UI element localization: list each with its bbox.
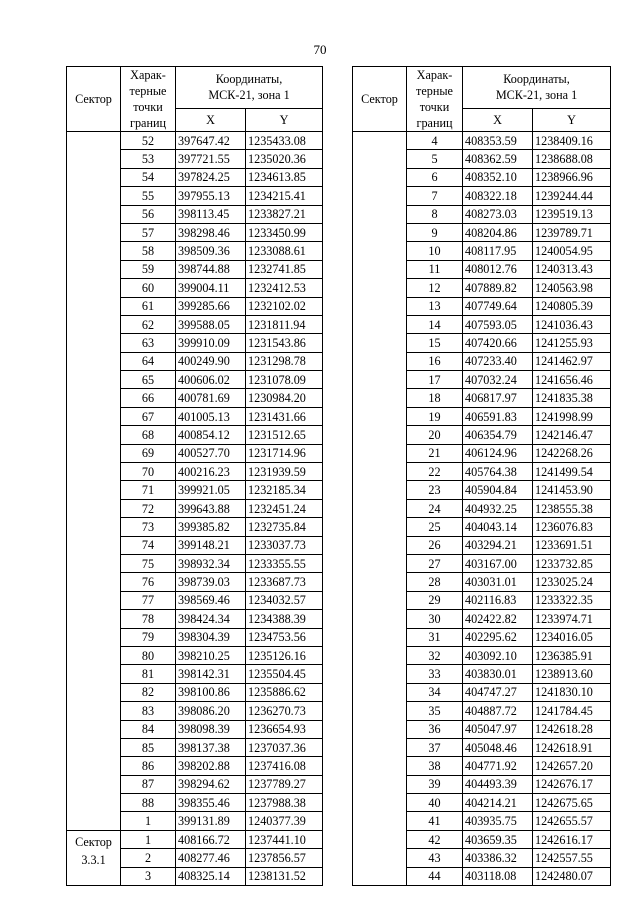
header-points-line: Харак- — [416, 68, 453, 82]
y-coordinate: 1233322.35 — [533, 591, 611, 609]
point-number: 25 — [407, 518, 463, 536]
y-coordinate: 1241453.90 — [533, 481, 611, 499]
x-coordinate: 399131.89 — [176, 812, 246, 830]
y-coordinate: 1242146.47 — [533, 426, 611, 444]
y-coordinate: 1232735.84 — [246, 518, 323, 536]
point-number: 57 — [121, 223, 176, 241]
y-coordinate: 1241998.99 — [533, 407, 611, 425]
x-coordinate: 407749.64 — [463, 297, 533, 315]
y-coordinate: 1233025.24 — [533, 573, 611, 591]
point-number: 87 — [121, 775, 176, 793]
point-number: 60 — [121, 279, 176, 297]
point-number: 85 — [121, 738, 176, 756]
point-number: 52 — [121, 132, 176, 150]
x-coordinate: 403659.35 — [463, 830, 533, 848]
x-coordinate: 400527.70 — [176, 444, 246, 462]
point-number: 82 — [121, 683, 176, 701]
y-coordinate: 1235886.62 — [246, 683, 323, 701]
y-coordinate: 1236654.93 — [246, 720, 323, 738]
y-coordinate: 1234215.41 — [246, 187, 323, 205]
sector-cell-3-3-1 — [67, 830, 121, 885]
point-number: 26 — [407, 536, 463, 554]
y-coordinate: 1242268.26 — [533, 444, 611, 462]
point-number: 58 — [121, 242, 176, 260]
point-number: 28 — [407, 573, 463, 591]
point-number: 12 — [407, 279, 463, 297]
coordinates-table-left — [66, 66, 323, 886]
point-number: 16 — [407, 352, 463, 370]
header-y: Y — [533, 108, 611, 131]
x-coordinate: 408204.86 — [463, 223, 533, 241]
y-coordinate: 1231939.59 — [246, 463, 323, 481]
x-coordinate: 404493.39 — [463, 775, 533, 793]
y-coordinate: 1240377.39 — [246, 812, 323, 830]
point-number: 3 — [121, 867, 176, 885]
point-number: 53 — [121, 150, 176, 168]
y-coordinate: 1234613.85 — [246, 168, 323, 186]
y-coordinate: 1231543.86 — [246, 334, 323, 352]
y-coordinate: 1239244.44 — [533, 187, 611, 205]
point-number: 2 — [121, 849, 176, 867]
point-number: 39 — [407, 775, 463, 793]
point-number: 40 — [407, 794, 463, 812]
header-sector: Сектор — [353, 67, 407, 132]
point-number: 34 — [407, 683, 463, 701]
x-coordinate: 398932.34 — [176, 554, 246, 572]
x-coordinate: 403167.00 — [463, 554, 533, 572]
y-coordinate: 1237037.36 — [246, 738, 323, 756]
y-coordinate: 1235504.45 — [246, 665, 323, 683]
point-number: 80 — [121, 646, 176, 664]
x-coordinate: 408325.14 — [176, 867, 246, 885]
point-number: 31 — [407, 628, 463, 646]
y-coordinate: 1233974.71 — [533, 610, 611, 628]
y-coordinate: 1231811.94 — [246, 315, 323, 333]
y-coordinate: 1242616.17 — [533, 830, 611, 848]
header-points-line: границ — [416, 116, 453, 130]
header-coordinates — [463, 67, 611, 109]
x-coordinate: 399910.09 — [176, 334, 246, 352]
x-coordinate: 402422.82 — [463, 610, 533, 628]
x-coordinate: 400781.69 — [176, 389, 246, 407]
x-coordinate: 408273.03 — [463, 205, 533, 223]
x-coordinate: 398202.88 — [176, 757, 246, 775]
x-coordinate: 404043.14 — [463, 518, 533, 536]
point-number: 63 — [121, 334, 176, 352]
header-points-line: терные — [416, 84, 453, 98]
point-number: 35 — [407, 702, 463, 720]
y-coordinate: 1238913.60 — [533, 665, 611, 683]
x-coordinate: 407889.82 — [463, 279, 533, 297]
y-coordinate: 1231714.96 — [246, 444, 323, 462]
y-coordinate: 1239519.13 — [533, 205, 611, 223]
y-coordinate: 1242675.65 — [533, 794, 611, 812]
x-coordinate: 403031.01 — [463, 573, 533, 591]
point-number: 5 — [407, 150, 463, 168]
point-number: 30 — [407, 610, 463, 628]
point-number: 54 — [121, 168, 176, 186]
point-number: 81 — [121, 665, 176, 683]
x-coordinate: 398304.39 — [176, 628, 246, 646]
x-coordinate: 399643.88 — [176, 499, 246, 517]
header-x: X — [176, 108, 246, 131]
x-coordinate: 406124.96 — [463, 444, 533, 462]
x-coordinate: 398424.34 — [176, 610, 246, 628]
x-coordinate: 398100.86 — [176, 683, 246, 701]
x-coordinate: 399148.21 — [176, 536, 246, 554]
y-coordinate: 1233827.21 — [246, 205, 323, 223]
point-number: 19 — [407, 407, 463, 425]
y-coordinate: 1232412.53 — [246, 279, 323, 297]
header-points-line: Харак- — [130, 68, 166, 82]
point-number: 55 — [121, 187, 176, 205]
point-number: 17 — [407, 371, 463, 389]
header-coords-line: Координаты, — [503, 72, 570, 87]
point-number: 67 — [121, 407, 176, 425]
point-number: 78 — [121, 610, 176, 628]
x-coordinate: 398142.31 — [176, 665, 246, 683]
y-coordinate: 1238555.38 — [533, 499, 611, 517]
y-coordinate: 1238966.96 — [533, 168, 611, 186]
x-coordinate: 402295.62 — [463, 628, 533, 646]
y-coordinate: 1241255.93 — [533, 334, 611, 352]
point-number: 71 — [121, 481, 176, 499]
x-coordinate: 398113.45 — [176, 205, 246, 223]
x-coordinate: 400249.90 — [176, 352, 246, 370]
x-coordinate: 404747.27 — [463, 683, 533, 701]
point-number: 88 — [121, 794, 176, 812]
point-number: 44 — [407, 867, 463, 885]
point-number: 23 — [407, 481, 463, 499]
x-coordinate: 403830.01 — [463, 665, 533, 683]
y-coordinate: 1233691.51 — [533, 536, 611, 554]
point-number: 9 — [407, 223, 463, 241]
point-number: 27 — [407, 554, 463, 572]
x-coordinate: 398739.03 — [176, 573, 246, 591]
x-coordinate: 399921.05 — [176, 481, 246, 499]
y-coordinate: 1241462.97 — [533, 352, 611, 370]
point-number: 56 — [121, 205, 176, 223]
y-coordinate: 1237856.57 — [246, 849, 323, 867]
y-coordinate: 1242618.91 — [533, 738, 611, 756]
x-coordinate: 406354.79 — [463, 426, 533, 444]
x-coordinate: 404932.25 — [463, 499, 533, 517]
header-points-line: терные — [129, 84, 167, 98]
x-coordinate: 397955.13 — [176, 187, 246, 205]
x-coordinate: 405904.84 — [463, 481, 533, 499]
y-coordinate: 1237789.27 — [246, 775, 323, 793]
table-row — [67, 830, 323, 848]
x-coordinate: 399004.11 — [176, 279, 246, 297]
point-number: 68 — [121, 426, 176, 444]
header-sector: Сектор — [67, 67, 121, 132]
y-coordinate: 1238688.08 — [533, 150, 611, 168]
x-coordinate: 398355.46 — [176, 794, 246, 812]
x-coordinate: 397824.25 — [176, 168, 246, 186]
y-coordinate: 1233687.73 — [246, 573, 323, 591]
x-coordinate: 398098.39 — [176, 720, 246, 738]
point-number: 61 — [121, 297, 176, 315]
y-coordinate: 1235020.36 — [246, 150, 323, 168]
header-characteristic-points — [121, 67, 176, 132]
header-points-line: точки — [133, 100, 163, 114]
y-coordinate: 1233355.55 — [246, 554, 323, 572]
point-number: 84 — [121, 720, 176, 738]
x-coordinate: 398744.88 — [176, 260, 246, 278]
y-coordinate: 1239789.71 — [533, 223, 611, 241]
y-coordinate: 1241835.38 — [533, 389, 611, 407]
y-coordinate: 1236076.83 — [533, 518, 611, 536]
x-coordinate: 404771.92 — [463, 757, 533, 775]
x-coordinate: 399588.05 — [176, 315, 246, 333]
sector-cell-empty — [353, 132, 407, 886]
table-row — [67, 132, 323, 150]
y-coordinate: 1233450.99 — [246, 223, 323, 241]
y-coordinate: 1232102.02 — [246, 297, 323, 315]
y-coordinate: 1241499.54 — [533, 463, 611, 481]
y-coordinate: 1238409.16 — [533, 132, 611, 150]
point-number: 11 — [407, 260, 463, 278]
x-coordinate: 408012.76 — [463, 260, 533, 278]
x-coordinate: 397647.42 — [176, 132, 246, 150]
x-coordinate: 399385.82 — [176, 518, 246, 536]
y-coordinate: 1240313.43 — [533, 260, 611, 278]
point-number: 29 — [407, 591, 463, 609]
y-coordinate: 1241784.45 — [533, 702, 611, 720]
point-number: 74 — [121, 536, 176, 554]
point-number: 72 — [121, 499, 176, 517]
point-number: 18 — [407, 389, 463, 407]
y-coordinate: 1240805.39 — [533, 297, 611, 315]
x-coordinate: 403118.08 — [463, 867, 533, 885]
x-coordinate: 398569.46 — [176, 591, 246, 609]
point-number: 21 — [407, 444, 463, 462]
y-coordinate: 1237988.38 — [246, 794, 323, 812]
y-coordinate: 1231512.65 — [246, 426, 323, 444]
point-number: 43 — [407, 849, 463, 867]
y-coordinate: 1241830.10 — [533, 683, 611, 701]
x-coordinate: 401005.13 — [176, 407, 246, 425]
point-number: 8 — [407, 205, 463, 223]
header-points-line: точки — [419, 100, 450, 114]
point-number: 4 — [407, 132, 463, 150]
x-coordinate: 407420.66 — [463, 334, 533, 352]
point-number: 22 — [407, 463, 463, 481]
point-number: 37 — [407, 738, 463, 756]
header-coords-line: МСК-21, зона 1 — [208, 88, 290, 103]
x-coordinate: 405047.97 — [463, 720, 533, 738]
y-coordinate: 1236270.73 — [246, 702, 323, 720]
x-coordinate: 408362.59 — [463, 150, 533, 168]
point-number: 13 — [407, 297, 463, 315]
x-coordinate: 398137.38 — [176, 738, 246, 756]
sector-label-line: Сектор — [75, 834, 112, 849]
point-number: 69 — [121, 444, 176, 462]
y-coordinate: 1232185.34 — [246, 481, 323, 499]
point-number: 7 — [407, 187, 463, 205]
x-coordinate: 408322.18 — [463, 187, 533, 205]
point-number: 83 — [121, 702, 176, 720]
x-coordinate: 407032.24 — [463, 371, 533, 389]
y-coordinate: 1242480.07 — [533, 867, 611, 885]
x-coordinate: 398086.20 — [176, 702, 246, 720]
point-number: 64 — [121, 352, 176, 370]
point-number: 36 — [407, 720, 463, 738]
x-coordinate: 403294.21 — [463, 536, 533, 554]
sector-label-line: 3.3.1 — [81, 852, 106, 867]
y-coordinate: 1233732.85 — [533, 554, 611, 572]
x-coordinate: 397721.55 — [176, 150, 246, 168]
x-coordinate: 403386.32 — [463, 849, 533, 867]
x-coordinate: 403092.10 — [463, 646, 533, 664]
point-number: 15 — [407, 334, 463, 352]
point-number: 14 — [407, 315, 463, 333]
y-coordinate: 1234753.56 — [246, 628, 323, 646]
point-number: 1 — [121, 830, 176, 848]
y-coordinate: 1237416.08 — [246, 757, 323, 775]
x-coordinate: 406591.83 — [463, 407, 533, 425]
point-number: 6 — [407, 168, 463, 186]
x-coordinate: 404887.72 — [463, 702, 533, 720]
x-coordinate: 407233.40 — [463, 352, 533, 370]
point-number: 79 — [121, 628, 176, 646]
header-points-line: границ — [129, 116, 167, 130]
x-coordinate: 407593.05 — [463, 315, 533, 333]
point-number: 59 — [121, 260, 176, 278]
point-number: 38 — [407, 757, 463, 775]
x-coordinate: 402116.83 — [463, 591, 533, 609]
point-number: 42 — [407, 830, 463, 848]
x-coordinate: 405764.38 — [463, 463, 533, 481]
x-coordinate: 406817.97 — [463, 389, 533, 407]
point-number: 77 — [121, 591, 176, 609]
x-coordinate: 408117.95 — [463, 242, 533, 260]
x-coordinate: 408277.46 — [176, 849, 246, 867]
coordinates-table-right — [352, 66, 611, 886]
y-coordinate: 1238131.52 — [246, 867, 323, 885]
y-coordinate: 1231298.78 — [246, 352, 323, 370]
y-coordinate: 1230984.20 — [246, 389, 323, 407]
y-coordinate: 1235433.08 — [246, 132, 323, 150]
y-coordinate: 1242618.28 — [533, 720, 611, 738]
y-coordinate: 1241656.46 — [533, 371, 611, 389]
point-number: 10 — [407, 242, 463, 260]
point-number: 66 — [121, 389, 176, 407]
point-number: 76 — [121, 573, 176, 591]
x-coordinate: 408352.10 — [463, 168, 533, 186]
x-coordinate: 408166.72 — [176, 830, 246, 848]
y-coordinate: 1233088.61 — [246, 242, 323, 260]
y-coordinate: 1242676.17 — [533, 775, 611, 793]
point-number: 1 — [121, 812, 176, 830]
header-x: X — [463, 108, 533, 131]
x-coordinate: 398298.46 — [176, 223, 246, 241]
y-coordinate: 1232741.85 — [246, 260, 323, 278]
y-coordinate: 1242657.20 — [533, 757, 611, 775]
x-coordinate: 400854.12 — [176, 426, 246, 444]
point-number: 65 — [121, 371, 176, 389]
x-coordinate: 398210.25 — [176, 646, 246, 664]
y-coordinate: 1240054.95 — [533, 242, 611, 260]
point-number: 33 — [407, 665, 463, 683]
y-coordinate: 1231078.09 — [246, 371, 323, 389]
header-coordinates — [176, 67, 323, 109]
y-coordinate: 1240563.98 — [533, 279, 611, 297]
table-row — [353, 132, 611, 150]
header-coords-line: Координаты, — [215, 72, 283, 87]
point-number: 41 — [407, 812, 463, 830]
page-number: 70 — [313, 42, 327, 57]
x-coordinate: 400606.02 — [176, 371, 246, 389]
sector-cell-empty — [67, 132, 121, 831]
point-number: 75 — [121, 554, 176, 572]
y-coordinate: 1241036.43 — [533, 315, 611, 333]
x-coordinate: 405048.46 — [463, 738, 533, 756]
point-number: 32 — [407, 646, 463, 664]
point-number: 24 — [407, 499, 463, 517]
point-number: 20 — [407, 426, 463, 444]
y-coordinate: 1237441.10 — [246, 830, 323, 848]
x-coordinate: 399285.66 — [176, 297, 246, 315]
y-coordinate: 1232451.24 — [246, 499, 323, 517]
point-number: 62 — [121, 315, 176, 333]
x-coordinate: 408353.59 — [463, 132, 533, 150]
y-coordinate: 1234016.05 — [533, 628, 611, 646]
y-coordinate: 1242655.57 — [533, 812, 611, 830]
point-number: 86 — [121, 757, 176, 775]
x-coordinate: 403935.75 — [463, 812, 533, 830]
x-coordinate: 404214.21 — [463, 794, 533, 812]
y-coordinate: 1234032.57 — [246, 591, 323, 609]
x-coordinate: 398509.36 — [176, 242, 246, 260]
header-coords-line: МСК-21, зона 1 — [495, 88, 578, 103]
y-coordinate: 1235126.16 — [246, 646, 323, 664]
y-coordinate: 1234388.39 — [246, 610, 323, 628]
y-coordinate: 1233037.73 — [246, 536, 323, 554]
header-y: Y — [246, 108, 323, 131]
point-number: 73 — [121, 518, 176, 536]
y-coordinate: 1236385.91 — [533, 646, 611, 664]
header-characteristic-points — [407, 67, 463, 132]
x-coordinate: 400216.23 — [176, 463, 246, 481]
x-coordinate: 398294.62 — [176, 775, 246, 793]
point-number: 70 — [121, 463, 176, 481]
y-coordinate: 1242557.55 — [533, 849, 611, 867]
y-coordinate: 1231431.66 — [246, 407, 323, 425]
